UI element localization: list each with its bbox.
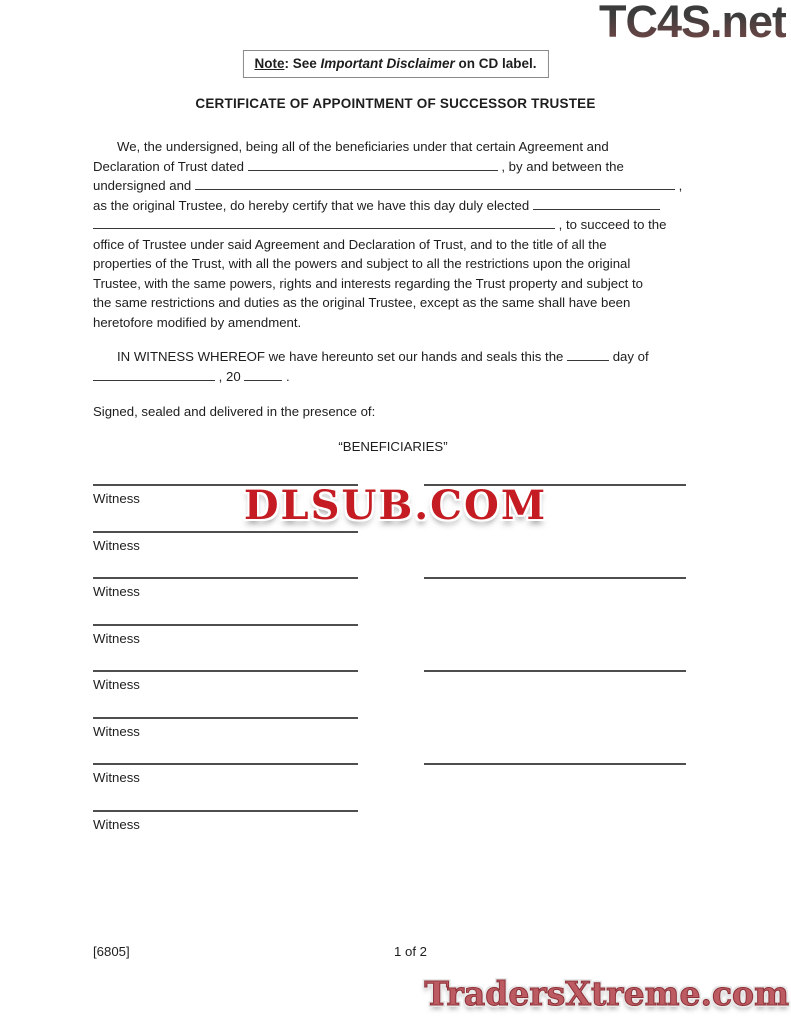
- beneficiary-signature-line: [424, 763, 686, 765]
- witness-label: Witness: [93, 723, 140, 739]
- body-line: We, the undersigned, being all of the beneficiaries under that certain Agreement and: [117, 139, 609, 154]
- watermark-tradersxtreme: TradersXtreme.com: [424, 974, 789, 1013]
- witness-signature-line: [93, 810, 358, 812]
- body-line: the same restrictions and duties as the original Trustee, except as the same shall have been: [93, 295, 631, 310]
- blank-elected-name-end: [93, 215, 555, 229]
- body-text: as the original Trustee, do hereby certify that we have this day duly elected: [93, 197, 533, 213]
- body-line: [93, 347, 693, 367]
- body-text: , by and between the: [497, 158, 624, 174]
- witness-label: Witness: [93, 770, 140, 785]
- witness-signature-line: [93, 577, 358, 579]
- blank-month: [93, 367, 215, 381]
- witness-label: Witness: [93, 584, 140, 599]
- note-text-end: on CD label.: [454, 56, 537, 71]
- blank-trustee-name: [195, 176, 675, 190]
- witness-signature-line: [93, 624, 358, 626]
- watermark-dlsub: DLSUB.COM: [243, 482, 548, 529]
- blank-trust-date: [248, 157, 498, 171]
- signature-row: [93, 717, 693, 764]
- signature-row: [93, 810, 693, 857]
- body-text: .: [282, 368, 290, 384]
- document-number: [6805]: [93, 944, 130, 959]
- presence-line: Signed, sealed and delivered in the presence of:: [93, 404, 376, 419]
- paragraph-witness-whereof: [93, 347, 693, 386]
- beneficiaries-heading: “BENEFICIARIES”: [338, 438, 448, 454]
- body-line: [93, 196, 693, 216]
- body-line: heretofore modified by amendment.: [93, 314, 302, 330]
- disclaimer-note-box: [242, 50, 548, 78]
- witness-label: Witness: [93, 816, 140, 832]
- note-label: Note: [254, 56, 285, 71]
- body-line: office of Trustee under said Agreement and Declaration of Trust, and to the title of all the: [93, 236, 607, 252]
- witness-signature-line: [93, 670, 358, 672]
- paragraph-recital: [93, 137, 693, 332]
- body-line: [93, 157, 693, 177]
- page-title: CERTIFICATE OF APPOINTMENT OF SUCCESSOR TRUSTEE: [195, 96, 596, 111]
- body-text: Declaration of Trust dated: [93, 158, 248, 174]
- body-text: IN WITNESS WHEREOF we have hereunto set our hands and seals this the: [117, 349, 568, 364]
- witness-label: Witness: [93, 491, 140, 506]
- beneficiary-signature-line: [424, 670, 686, 672]
- note-emphasis: Important Disclaimer: [320, 56, 455, 71]
- signature-row: [93, 577, 693, 624]
- witness-label: Witness: [93, 537, 140, 553]
- signature-section: [93, 484, 693, 856]
- witness-label: Witness: [93, 677, 140, 692]
- beneficiary-signature-line: [424, 577, 686, 579]
- signature-row: [93, 531, 693, 578]
- body-line: [93, 176, 693, 196]
- body-line: [93, 367, 693, 387]
- witness-signature-line: [93, 717, 358, 719]
- page-indicator: 1 of 2: [394, 944, 427, 959]
- body-text: day of: [609, 349, 649, 364]
- body-text: ,: [674, 178, 683, 193]
- body-text: , to succeed to the: [555, 217, 667, 232]
- watermark-tc4s: TC4S.net: [599, 0, 786, 48]
- body-text: , 20: [215, 368, 245, 384]
- body-line: properties of the Trust, with all the powers and subject to all the restrictions upon the original: [93, 256, 631, 271]
- body-line: Trustee, with the same powers, rights and interests regarding the Trust property and subject to: [93, 275, 643, 291]
- signature-row: [93, 624, 693, 671]
- signature-row: [93, 763, 693, 810]
- witness-signature-line: [93, 763, 358, 765]
- witness-label: Witness: [93, 630, 140, 646]
- witness-signature-line: [93, 531, 358, 533]
- blank-day: [567, 347, 609, 361]
- note-text: : See: [284, 56, 321, 71]
- body-line: [93, 215, 693, 235]
- signature-row: [93, 670, 693, 717]
- blank-year: [244, 367, 282, 381]
- blank-elected-name-start: [533, 196, 660, 210]
- body-text: undersigned and: [93, 178, 195, 193]
